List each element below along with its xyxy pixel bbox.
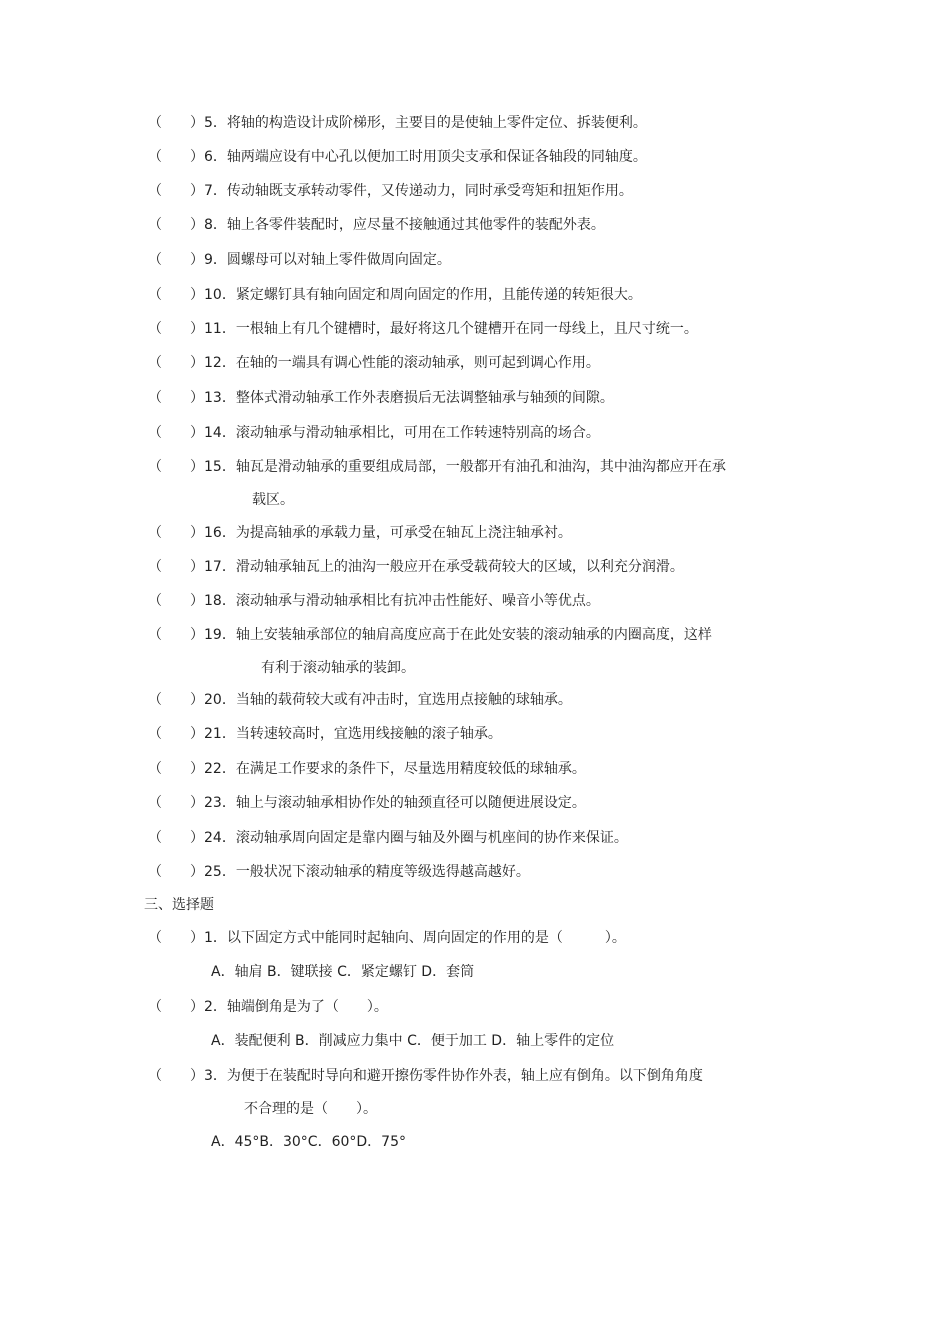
answer-paren[interactable]: （ ） xyxy=(148,321,204,337)
judgement-item-25 xyxy=(148,862,530,882)
choice-question-3 xyxy=(148,1066,703,1086)
judgement-item-19 xyxy=(148,625,712,645)
answer-paren[interactable]: （ ） xyxy=(148,115,204,131)
answer-paren[interactable]: （ ） xyxy=(148,726,204,742)
judgement-item-14 xyxy=(148,423,600,443)
answer-paren[interactable]: （ ） xyxy=(148,149,204,165)
judgement-item-6 xyxy=(148,147,647,167)
judgement-item-20 xyxy=(148,690,572,710)
item-text: 在轴的一端具有调心性能的滚动轴承，则可起到调心作用。 xyxy=(235,355,600,371)
item-number: 22． xyxy=(204,761,236,777)
answer-paren[interactable]: （ ） xyxy=(148,830,204,846)
answer-paren[interactable]: （ ） xyxy=(148,930,204,946)
item-number: 10． xyxy=(204,287,236,303)
item-number: 24． xyxy=(204,830,236,846)
item-text: 滚动轴承与滑动轴承相比，可用在工作转速特别高的场合。 xyxy=(235,425,600,441)
answer-paren[interactable]: （ ） xyxy=(148,795,204,811)
item-text: 滑动轴承轴瓦上的油沟一般应开在承受载荷较大的区域，以利充分润滑。 xyxy=(235,559,684,575)
item-number: 6． xyxy=(204,149,227,165)
answer-paren[interactable]: （ ） xyxy=(148,525,204,541)
choice-options-2: A．装配便利 B．削减应力集中 C．便于加工 D．轴上零件的定位 xyxy=(211,1033,615,1049)
answer-paren[interactable]: （ ） xyxy=(148,425,204,441)
item-text: 传动轴既支承转动零件，又传递动力，同时承受弯矩和扭矩作用。 xyxy=(226,183,633,199)
item-number: 7． xyxy=(204,183,227,199)
answer-paren[interactable]: （ ） xyxy=(148,1068,204,1084)
answer-paren[interactable]: （ ） xyxy=(148,459,204,475)
question-3-continuation: 不合理的是（ ）。 xyxy=(244,1101,377,1117)
judgement-item-22 xyxy=(148,759,586,779)
item-number: 11． xyxy=(204,321,236,337)
item-text: 轴上安装轴承部位的轴肩高度应高于在此处安装的滚动轴承的内圈高度，这样 xyxy=(235,627,712,643)
item-text: 紧定螺钉具有轴向固定和周向固定的作用，且能传递的转矩很大。 xyxy=(235,287,642,303)
choice-question-2 xyxy=(148,997,388,1017)
item-number: 9． xyxy=(204,252,227,268)
answer-paren[interactable]: （ ） xyxy=(148,287,204,303)
question-text: 为便于在装配时导向和避开擦伤零件协作外表，轴上应有倒角。以下倒角角度 xyxy=(226,1068,703,1084)
judgement-item-21 xyxy=(148,724,502,744)
item-number: 15． xyxy=(204,459,236,475)
answer-paren[interactable]: （ ） xyxy=(148,217,204,233)
item-number: 25． xyxy=(204,864,236,880)
item-text: 当轴的载荷较大或有冲击时，宜选用点接触的球轴承。 xyxy=(235,692,572,708)
judgement-item-5 xyxy=(148,113,647,133)
judgement-item-10 xyxy=(148,285,642,305)
judgement-item-8 xyxy=(148,215,605,235)
item-text: 滚动轴承与滑动轴承相比有抗冲击性能好、噪音小等优点。 xyxy=(235,593,600,609)
question-text: 轴端倒角是为了（ ）。 xyxy=(226,999,388,1015)
question-number: 1． xyxy=(204,930,227,946)
answer-paren[interactable]: （ ） xyxy=(148,183,204,199)
item-text: 一般状况下滚动轴承的精度等级选得越高越好。 xyxy=(235,864,530,880)
item-15-continuation: 载区。 xyxy=(252,492,294,508)
item-number: 14． xyxy=(204,425,236,441)
choice-question-1 xyxy=(148,928,626,948)
judgement-item-18 xyxy=(148,591,600,611)
item-text: 整体式滑动轴承工作外表磨损后无法调整轴承与轴颈的间隙。 xyxy=(235,390,614,406)
item-text: 圆螺母可以对轴上零件做周向固定。 xyxy=(226,252,451,268)
item-number: 8． xyxy=(204,217,227,233)
item-text: 轴上与滚动轴承相协作处的轴颈直径可以随便进展设定。 xyxy=(235,795,586,811)
answer-paren[interactable]: （ ） xyxy=(148,252,204,268)
question-number: 3． xyxy=(204,1068,227,1084)
judgement-item-24 xyxy=(148,828,628,848)
answer-paren[interactable]: （ ） xyxy=(148,390,204,406)
answer-paren[interactable]: （ ） xyxy=(148,593,204,609)
section-heading-choice: 三、选择题 xyxy=(144,897,214,913)
item-text: 轴瓦是滑动轴承的重要组成局部，一般都开有油孔和油沟，其中油沟都应开在承 xyxy=(235,459,726,475)
item-number: 21． xyxy=(204,726,236,742)
judgement-item-16 xyxy=(148,523,572,543)
answer-paren[interactable]: （ ） xyxy=(148,999,204,1015)
item-text: 当转速较高时，宜选用线接触的滚子轴承。 xyxy=(235,726,502,742)
judgement-item-11 xyxy=(148,319,698,339)
item-number: 18． xyxy=(204,593,236,609)
item-text: 轴两端应设有中心孔以便加工时用顶尖支承和保证各轴段的同轴度。 xyxy=(226,149,647,165)
item-number: 5． xyxy=(204,115,227,131)
item-number: 12． xyxy=(204,355,236,371)
judgement-item-13 xyxy=(148,388,614,408)
item-text: 将轴的构造设计成阶梯形，主要目的是使轴上零件定位、拆装便利。 xyxy=(226,115,647,131)
item-text: 轴上各零件装配时，应尽量不接触通过其他零件的装配外表。 xyxy=(226,217,605,233)
item-text: 为提高轴承的承载力量，可承受在轴瓦上浇注轴承衬。 xyxy=(235,525,572,541)
judgement-item-9 xyxy=(148,250,451,270)
item-number: 19． xyxy=(204,627,236,643)
answer-paren[interactable]: （ ） xyxy=(148,761,204,777)
item-number: 17． xyxy=(204,559,236,575)
item-number: 13． xyxy=(204,390,236,406)
question-number: 2． xyxy=(204,999,227,1015)
item-text: 滚动轴承周向固定是靠内圈与轴及外圈与机座间的协作来保证。 xyxy=(235,830,628,846)
answer-paren[interactable]: （ ） xyxy=(148,864,204,880)
judgement-item-7 xyxy=(148,181,633,201)
answer-paren[interactable]: （ ） xyxy=(148,355,204,371)
item-number: 20． xyxy=(204,692,236,708)
judgement-item-17 xyxy=(148,557,684,577)
item-text: 一根轴上有几个键槽时，最好将这几个键槽开在同一母线上，且尺寸统一。 xyxy=(235,321,698,337)
judgement-item-12 xyxy=(148,353,600,373)
judgement-item-23 xyxy=(148,793,586,813)
question-text: 以下固定方式中能同时起轴向、周向固定的作用的是（ ）。 xyxy=(226,930,626,946)
item-19-continuation: 有利于滚动轴承的装卸。 xyxy=(261,660,415,676)
item-text: 在满足工作要求的条件下，尽量选用精度较低的球轴承。 xyxy=(235,761,586,777)
answer-paren[interactable]: （ ） xyxy=(148,559,204,575)
item-number: 16． xyxy=(204,525,236,541)
answer-paren[interactable]: （ ） xyxy=(148,627,204,643)
answer-paren[interactable]: （ ） xyxy=(148,692,204,708)
judgement-item-15 xyxy=(148,457,726,477)
choice-options-3: A．45°B．30°C．60°D．75° xyxy=(211,1134,406,1150)
item-number: 23． xyxy=(204,795,236,811)
choice-options-1: A．轴肩 B．键联接 C．紧定螺钉 D．套筒 xyxy=(211,964,475,980)
